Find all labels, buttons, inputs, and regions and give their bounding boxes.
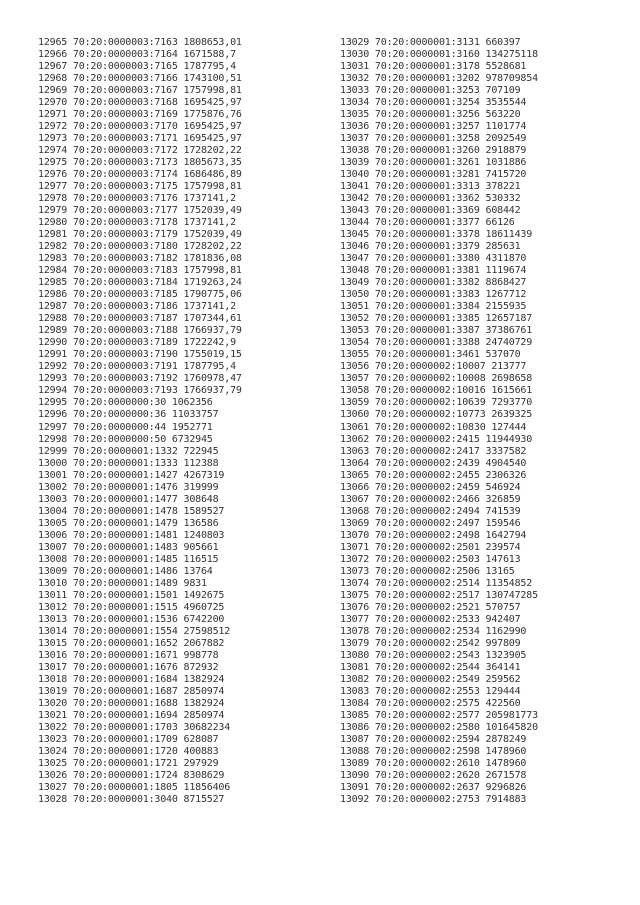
table-row: 12972 70:20:0000003:7170 1695425,97	[38, 121, 242, 133]
table-row: 13018 70:20:0000001:1684 1382924	[38, 673, 225, 685]
table-row: 13050 70:20:0000001:3383 1267712	[340, 289, 527, 301]
table-row: 12988 70:20:0000003:7187 1707344,61	[38, 313, 242, 325]
left-column	[38, 37, 242, 806]
table-row: 13004 70:20:0000001:1478 1589527	[38, 505, 225, 517]
table-row: 12968 70:20:0000003:7166 1743100,51	[38, 73, 242, 85]
table-row: 13039 70:20:0000001:3261 1031886	[340, 157, 527, 169]
table-row: 12991 70:20:0000003:7190 1755019,15	[38, 349, 242, 361]
table-row: 13026 70:20:0000001:1724 8308629	[38, 769, 225, 781]
table-row: 12990 70:20:0000003:7189 1722242,9	[38, 337, 236, 349]
table-row: 13013 70:20:0000001:1536 6742200	[38, 613, 225, 625]
table-row: 13015 70:20:0000001:1652 2067882	[38, 637, 225, 649]
table-row: 12997 70:20:0000000:44 1952771	[38, 421, 213, 433]
table-row: 13010 70:20:0000001:1489 9831	[38, 577, 207, 589]
table-row: 13006 70:20:0000001:1481 1240803	[38, 529, 225, 541]
table-row: 13024 70:20:0000001:1720 400883	[38, 745, 219, 757]
table-row: 13071 70:20:0000002:2501 239574	[340, 541, 521, 553]
table-row: 13077 70:20:0000002:2533 942407	[340, 613, 521, 625]
table-row: 12965 70:20:0000003:7163 1808653,01	[38, 37, 242, 48]
table-row: 13029 70:20:0000001:3131 660397	[340, 37, 521, 48]
table-row: 13075 70:20:0000002:2517 130747285	[340, 589, 538, 601]
table-row: 13040 70:20:0000001:3281 7415720	[340, 169, 527, 181]
table-row: 13059 70:20:0000002:10639 7293770	[340, 397, 533, 409]
table-row: 13002 70:20:0000001:1476 319999	[38, 481, 219, 493]
table-row: 13044 70:20:0000001:3377 66126	[340, 217, 515, 229]
table-row: 13046 70:20:0000001:3379 285631	[340, 241, 521, 253]
table-row: 12981 70:20:0000003:7179 1752039,49	[38, 229, 242, 241]
table-row: 13017 70:20:0000001:1676 872932	[38, 661, 219, 673]
table-row: 12995 70:20:0000000:30 1062356	[38, 397, 213, 409]
table-row: 13091 70:20:0000002:2637 9296826	[340, 781, 527, 793]
table-row: 13089 70:20:0000002:2610 1478960	[340, 757, 527, 769]
table-row: 13052 70:20:0000001:3385 12657187	[340, 313, 533, 325]
table-row: 12982 70:20:0000003:7180 1728202,22	[38, 241, 242, 253]
table-row: 13079 70:20:0000002:2542 997809	[340, 637, 521, 649]
table-row: 13055 70:20:0000001:3461 537070	[340, 349, 521, 361]
table-row: 13068 70:20:0000002:2494 741539	[340, 505, 521, 517]
table-row: 13016 70:20:0000001:1671 998778	[38, 649, 219, 661]
table-row: 13063 70:20:0000002:2417 3337582	[340, 445, 527, 457]
table-row: 13070 70:20:0000002:2498 1642794	[340, 529, 527, 541]
table-row: 13033 70:20:0000001:3253 707109	[340, 85, 521, 97]
table-row: 13064 70:20:0000002:2439 4904540	[340, 457, 527, 469]
table-row: 13072 70:20:0000002:2503 147613	[340, 553, 521, 565]
table-row: 12986 70:20:0000003:7185 1790775,06	[38, 289, 242, 301]
table-row: 13025 70:20:0000001:1721 297929	[38, 757, 219, 769]
table-row: 13003 70:20:0000001:1477 308648	[38, 493, 219, 505]
table-row: 13087 70:20:0000002:2594 2878249	[340, 733, 527, 745]
table-row: 13041 70:20:0000001:3313 378221	[340, 181, 521, 193]
table-row: 12999 70:20:0000001:1332 722945	[38, 445, 219, 457]
table-row: 12967 70:20:0000003:7165 1787795,4	[38, 61, 236, 73]
table-row: 12998 70:20:0000000:50 6732945	[38, 433, 213, 445]
table-row: 12974 70:20:0000003:7172 1728202,22	[38, 145, 242, 157]
table-row: 13074 70:20:0000002:2514 11354852	[340, 577, 533, 589]
table-row: 13048 70:20:0000001:3381 1119674	[340, 265, 527, 277]
table-row: 13035 70:20:0000001:3256 563220	[340, 109, 521, 121]
table-row: 13047 70:20:0000001:3380 4311870	[340, 253, 527, 265]
table-row: 13012 70:20:0000001:1515 4960725	[38, 601, 225, 613]
table-row: 13032 70:20:0000001:3202 978709854	[340, 73, 538, 85]
table-row: 13082 70:20:0000002:2549 259562	[340, 673, 521, 685]
table-row: 12977 70:20:0000003:7175 1757998,81	[38, 181, 242, 193]
table-row: 13022 70:20:0000001:1703 30682234	[38, 721, 231, 733]
table-row: 13092 70:20:0000002:2753 7914883	[340, 793, 527, 805]
table-row: 13007 70:20:0000001:1483 905661	[38, 541, 219, 553]
table-row: 13083 70:20:0000002:2553 129444	[340, 685, 521, 697]
table-row: 13080 70:20:0000002:2543 1323905	[340, 649, 527, 661]
table-row: 12975 70:20:0000003:7173 1805673,35	[38, 157, 242, 169]
table-row: 13088 70:20:0000002:2598 1478960	[340, 745, 527, 757]
table-row: 12966 70:20:0000003:7164 1671588,7	[38, 49, 236, 61]
table-row: 13061 70:20:0000002:10830 127444	[340, 421, 527, 433]
table-row: 13005 70:20:0000001:1479 136586	[38, 517, 219, 529]
table-row: 13073 70:20:0000002:2506 13165	[340, 565, 515, 577]
table-row: 13069 70:20:0000002:2497 159546	[340, 517, 521, 529]
table-row: 12978 70:20:0000003:7176 1737141,2	[38, 193, 236, 205]
table-row: 13011 70:20:0000001:1501 1492675	[38, 589, 225, 601]
table-row: 12993 70:20:0000003:7192 1760978,47	[38, 373, 242, 385]
table-row: 12980 70:20:0000003:7178 1737141,2	[38, 217, 236, 229]
table-row: 13020 70:20:0000001:1688 1382924	[38, 697, 225, 709]
table-row: 13038 70:20:0000001:3260 2918879	[340, 145, 527, 157]
table-row: 13067 70:20:0000002:2466 326859	[340, 493, 521, 505]
right-column	[340, 37, 538, 806]
table-row: 13008 70:20:0000001:1485 116515	[38, 553, 219, 565]
table-row: 13028 70:20:0000001:3040 8715527	[38, 793, 225, 805]
table-row: 13086 70:20:0000002:2580 101645820	[340, 721, 538, 733]
table-row: 13027 70:20:0000001:1805 11856406	[38, 781, 231, 793]
table-row: 12984 70:20:0000003:7183 1757998,81	[38, 265, 242, 277]
table-row: 12996 70:20:0000000:36 11033757	[38, 409, 219, 421]
table-row: 13009 70:20:0000001:1486 13764	[38, 565, 213, 577]
table-row: 13057 70:20:0000002:10008 2698658	[340, 373, 533, 385]
table-row: 12971 70:20:0000003:7169 1775876,76	[38, 109, 242, 121]
table-row: 13037 70:20:0000001:3258 2092549	[340, 133, 527, 145]
table-row: 12969 70:20:0000003:7167 1757998,81	[38, 85, 242, 97]
table-row: 13062 70:20:0000002:2415 11944930	[340, 433, 533, 445]
table-row: 13078 70:20:0000002:2534 1162990	[340, 625, 527, 637]
table-row: 13085 70:20:0000002:2577 205981773	[340, 709, 538, 721]
table-row: 13043 70:20:0000001:3369 608442	[340, 205, 521, 217]
table-row: 13034 70:20:0000001:3254 3535544	[340, 97, 527, 109]
table-row: 13081 70:20:0000002:2544 364141	[340, 661, 521, 673]
table-row: 13060 70:20:0000002:10773 2639325	[340, 409, 533, 421]
table-row: 13065 70:20:0000002:2455 2306326	[340, 469, 527, 481]
table-row: 12994 70:20:0000003:7193 1766937,79	[38, 385, 242, 397]
table-row: 13001 70:20:0000001:1427 4267319	[38, 469, 225, 481]
table-row: 13049 70:20:0000001:3382 8868427	[340, 277, 527, 289]
table-row: 13023 70:20:0000001:1709 628087	[38, 733, 219, 745]
table-row: 12970 70:20:0000003:7168 1695425,97	[38, 97, 242, 109]
table-row: 13036 70:20:0000001:3257 1101774	[340, 121, 527, 133]
table-row: 13058 70:20:0000002:10016 1615661	[340, 385, 533, 397]
table-row: 13031 70:20:0000001:3178 5528681	[340, 61, 527, 73]
table-row: 12992 70:20:0000003:7191 1787795,4	[38, 361, 236, 373]
table-row: 13066 70:20:0000002:2459 546924	[340, 481, 521, 493]
table-row: 13014 70:20:0000001:1554 27598512	[38, 625, 231, 637]
table-row: 13019 70:20:0000001:1687 2850974	[38, 685, 225, 697]
table-row: 13084 70:20:0000002:2575 422560	[340, 697, 521, 709]
table-row: 12989 70:20:0000003:7188 1766937,79	[38, 325, 242, 337]
table-row: 12973 70:20:0000003:7171 1695425,97	[38, 133, 242, 145]
table-row: 13090 70:20:0000002:2620 2671578	[340, 769, 527, 781]
table-row: 13042 70:20:0000001:3362 530332	[340, 193, 521, 205]
table-row: 12976 70:20:0000003:7174 1686486,89	[38, 169, 242, 181]
table-row: 13051 70:20:0000001:3384 2155935	[340, 301, 527, 313]
table-row: 13076 70:20:0000002:2521 570757	[340, 601, 521, 613]
table-row: 13030 70:20:0000001:3160 134275118	[340, 49, 538, 61]
table-row: 12979 70:20:0000003:7177 1752039,49	[38, 205, 242, 217]
table-row: 13000 70:20:0000001:1333 112388	[38, 457, 219, 469]
table-row: 12983 70:20:0000003:7182 1781836,08	[38, 253, 242, 265]
table-row: 13045 70:20:0000001:3378 18611439	[340, 229, 533, 241]
table-row: 13056 70:20:0000002:10007 213777	[340, 361, 527, 373]
table-row: 13054 70:20:0000001:3388 24740729	[340, 337, 533, 349]
table-row: 12987 70:20:0000003:7186 1737141,2	[38, 301, 236, 313]
table-row: 13021 70:20:0000001:1694 2850974	[38, 709, 225, 721]
table-row: 13053 70:20:0000001:3387 37386761	[340, 325, 533, 337]
table-row: 12985 70:20:0000003:7184 1719263,24	[38, 277, 242, 289]
